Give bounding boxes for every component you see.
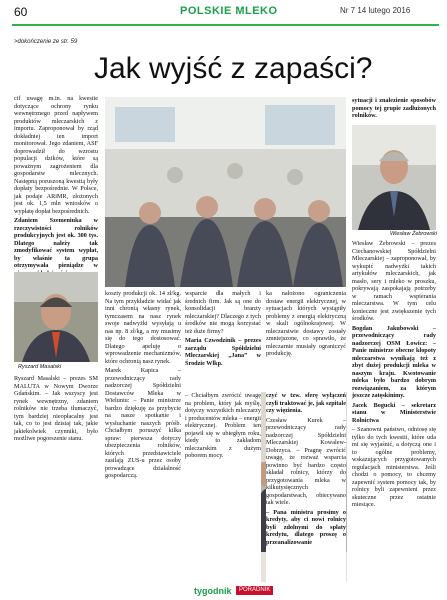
column-4-body (266, 392, 346, 582)
column-5-bottom (352, 240, 436, 582)
article-title: Jak wyjść z zapaści? (94, 52, 373, 85)
photo-wieslaw-zebrowski (352, 125, 436, 230)
issue-info: Nr 7 14 lutego 2016 (340, 6, 411, 15)
paragraph: cif uwagę m.in. na kwestie dotyczące ochrony rynku wewnętrznego przed napływem produktów mleczarskich z importu. Zaproponował by rząd dokładniej ten import monitorował. Jego zdaniem, ASF doprowadził do wzrostu populacji dzików, które są poważnym zagrożeniem dla gospodarstw mlecznych. Następną poruszoną kwestią były dopłaty bezpośrednie. W Polsce, jak podaje ARiMR, złożonych jest ok. 1,5 mln wniosków o wypłatę dopłat bezpośrednich. (14, 95, 98, 215)
column-2-body (105, 290, 181, 580)
photo-ryszard-masalski (14, 272, 98, 362)
paragraph-bold: Maria Czwodzinik – prezes zarządu Spółdzielni Mleczarskiej „Jana” w Środzie Wlkp. (185, 337, 261, 367)
paragraph-bold: Bogdan Jakubowski – przewodniczący rady nadzorczej OSM Łowicz: – Panie ministrze obecne kłopoty mleczarstwa wynikają też z zbyt dużej produkcji mleka w naszym kraju. Kwotowanie mleka było bardzo dobrym rozwiązaniem, za którym jeszcze zatęskinimy. (352, 324, 436, 399)
column-1-top (14, 95, 98, 270)
paragraph: Wiesław Żebrowski – prezes Ciechanowskiej Spółdzielni Mleczarskiej – zaproponował, by wykupić nadwyżki takich artykułów mleczarskich, jak masło, sery i mleko w proszku, pokrywają zaspokajają potrzeby w ramach wspierania mleczarstwa. W tym celu konieczne jest zwiększenie tych środków. (352, 240, 436, 322)
header-rule (12, 24, 439, 26)
paragraph-bold: czyć w tzw. sferę wyłączeń czyli traktować je, jak szpitale czy więzienia. (266, 392, 346, 414)
column-1-bottom (14, 375, 98, 580)
column-4 (266, 290, 346, 390)
paragraph-bold: Jacek Bogucki – sekretarz stanu w Ministerstwie Rolnictwa (352, 401, 436, 424)
paragraph-bold: Zdaniem Szemeniuka w rzeczywistości rolników produkcyjnych jest ok. 300 tys. Dlatego należy tak zmodyfikować system wypłat, by właśnie ta grupa otrzymywała pieniądze w (14, 217, 98, 269)
page-header (0, 0, 447, 40)
section-title: POLSKIE MLEKO (180, 5, 278, 17)
paragraph: wsparcie dla małych i średnich firm. Jak są one do konsolidacji branży mleczarskiej? Dlaczego z tych środków nie mogą korzystać też duże firmy? (185, 290, 261, 335)
paragraph: Czesław Kurek – przewodniczący rady nadzorczej Spółdzielni Mleczarskiej Kowalew-Dobrzyca. – Pragnę zwrócić uwagę, że rozważ wsparcia powinno być bardzo często składał rolnicy, którzy do przygotowania mleka w kilkutysięcznych gospodarstwach, obiecywano tak wiele. (266, 416, 346, 506)
column-3 (185, 290, 261, 390)
paragraph: – Chciałbym zwrócić uwagę na problem, który jak myślę, dotyczy wszystkich mleczarzy i producentów mleka – energii elektrycznej. Problem ten pojawił się w ubiegłym roku, kiedy to zakładom mleczarskim z dużym poborem mocy. (185, 392, 261, 459)
footer-logo: tygodnik (194, 586, 232, 596)
column-5-top (352, 97, 436, 123)
paragraph: ka nałożono ograniczenia dostaw energii elektrycznej, w sytuacjach których wystąpiły problemy z energią elektryczną w skali ogólnokrajowej. W mleczarstwie dostawy zostały zmniejszone, co sprawiło, że mleczarnie musiały ograniczyć produkcję. (266, 290, 346, 357)
paragraph: Ryszard Masalski – prezes SM MALUTA w Nowym Dworze Gdańskim. – Jak wszyscy jest rynek wewnętrzny, zdaniem rolników nie trzeba tłumaczyć, tym bardziej nieopłacalny jest tak, co to jest dzisiaj tak, jakie jakiekolwiek czynniki, było możliwe pogorszenie stanu. (14, 375, 98, 442)
continuation-note: >dokończenie ze str. 59 (14, 39, 78, 45)
caption-left: Ryszard Masalski (18, 364, 62, 370)
footer-badge: PORADNIK (236, 586, 273, 595)
paragraph-bold: sytuacji i znalezienie sposobów pomocy tej grupie zadłużonych rolników. (352, 97, 436, 119)
paragraph: Marek Kapica – przewodniczący rady nadzorczej Spółdzielni Dostawców Mleka w Wieluniu: – Panie ministrze bardzo dziękuję za przybycie na nasze spotkanie i wysłuchanie naszych próśb. Chciałbym poruszyć kilka spraw: pierwsza dotyczy ubezpieczenia rolników, których przedstawiciele zasilają ZUS-u przez osoby prowadzące działalność gospodarczą. (105, 367, 181, 479)
paragraph: – Szanowni państwo, odniosę się tylko do tych kwestii, które uda mi się wyjaśnić, a dotyczą one i to ogólne problemy, wskazujących przygotowanych regulacjach ministerstwa. Jeśli chodzi o pomocy, to chcemy zapewnić system pomocy tak, by rolnicy byli zapewnieni przez skuteczne przez ostatnie miesiące. (352, 426, 436, 508)
paragraph-bold: – Pana ministra prosimy o kredyty, aby ci nowi rolnicy byli zdolnymi do spłaty kredytu, dlatego proszę o przeanalizowanie (266, 508, 346, 546)
paragraph: koszty produkcji ok. 14 zł/kg. Na tym przykładzie widać jak inni chronią własny rynek, tymczasem na nasz rynek swoje nadwyżki wysyłają u nas np. 8 zł/kg, a my musimy się do tego dostosować. Dlatego apeluję o wprowadzenie mechanizmów, które ochronią nasz rynek. (105, 290, 181, 365)
column-3-continuation (185, 392, 261, 582)
caption-right: Wiesław Żebrowski (390, 231, 438, 237)
page-number: 60 (14, 5, 28, 19)
